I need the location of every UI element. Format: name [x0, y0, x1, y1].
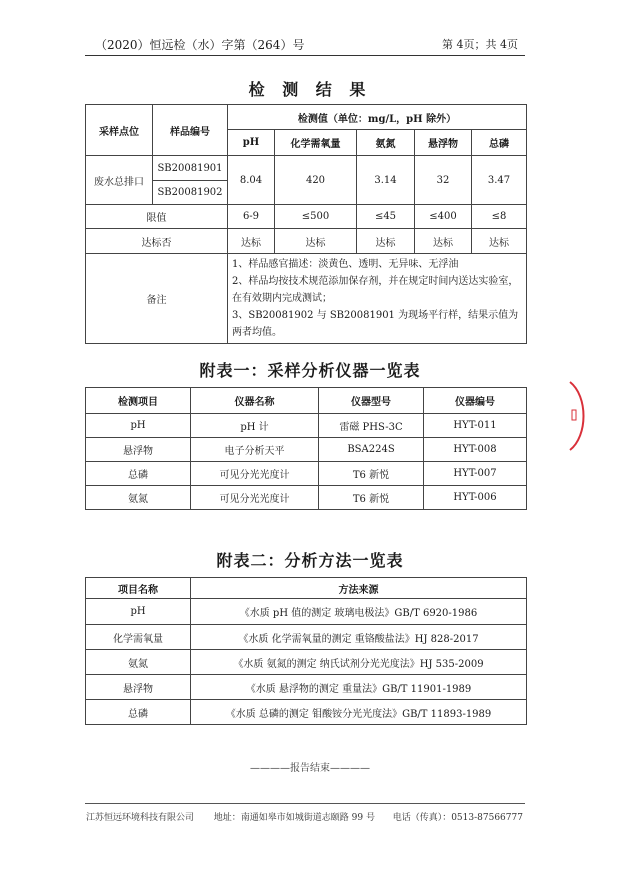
cell: 电子分析天平 [191, 438, 319, 462]
cell: 《水质 悬浮物的测定 重量法》GB/T 11901-1989 [191, 675, 527, 700]
table-row [86, 462, 527, 486]
methods-table [85, 577, 527, 725]
cell: HYT-006 [424, 486, 527, 510]
table-row [86, 599, 527, 625]
cell: pH [86, 599, 191, 625]
note-line: 3、SB20081902 与 SB20081901 为现场平行样，结果示值为两者均值。 [232, 310, 519, 338]
page-info: 第 4页；共 4页 [442, 38, 518, 51]
limit-cell: ≤45 [357, 205, 415, 229]
value-cell: 420 [275, 156, 357, 205]
param-header: 总磷 [472, 130, 527, 156]
cell: 《水质 化学需氧量的测定 重铬酸盐法》HJ 828-2017 [191, 625, 527, 650]
cell: 《水质 pH 值的测定 玻璃电极法》GB/T 6920-1986 [191, 599, 527, 625]
cell: 《水质 总磷的测定 钼酸铵分光光度法》GB/T 11893-1989 [191, 700, 527, 725]
table-row [86, 650, 527, 675]
note-line: 2、样品均按技术规范添加保存剂，并在规定时间内送达实验室，在有效期内完成测试； [232, 276, 519, 304]
results-title: 检 测 结 果 [248, 80, 372, 99]
table-row [86, 414, 527, 438]
cell: 悬浮物 [86, 675, 191, 700]
cell: HYT-011 [424, 414, 527, 438]
compliance-cell: 达标 [357, 229, 415, 254]
methods-header: 项目名称 [86, 578, 191, 599]
cell: 《水质 氨氮的测定 纳氏试剂分光光度法》HJ 535-2009 [191, 650, 527, 675]
note-line: 1、样品感官描述：淡黄色、透明、无异味、无浮油 [232, 259, 459, 270]
value-cell: 32 [415, 156, 472, 205]
table-row [86, 438, 527, 462]
limit-cell: 6-9 [228, 205, 275, 229]
limit-cell: ≤8 [472, 205, 527, 229]
footer [86, 810, 523, 823]
compliance-cell: 达标 [415, 229, 472, 254]
col-value-group: 检测值（单位：mg/L，pH 除外） [228, 105, 527, 130]
cell: T6 新悦 [319, 462, 424, 486]
cell: T6 新悦 [319, 486, 424, 510]
cell: 化学需氧量 [86, 625, 191, 650]
compliance-cell: 达标 [275, 229, 357, 254]
compliance-cell: 达标 [228, 229, 275, 254]
cell: HYT-008 [424, 438, 527, 462]
footer-divider [85, 803, 525, 804]
results-table [85, 104, 527, 344]
report-number: （2020）恒远检（水）字第（264）号 [95, 38, 305, 52]
limit-label: 限值 [86, 205, 228, 229]
cell: 氨氮 [86, 486, 191, 510]
cell: 总磷 [86, 462, 191, 486]
instruments-table [85, 387, 527, 510]
stamp-mark [572, 410, 576, 420]
footer-phone: 电话（传真）：0513-87566777 [392, 813, 523, 823]
value-cell: 8.04 [228, 156, 275, 205]
param-header: 悬浮物 [415, 130, 472, 156]
cell: BSA224S [319, 438, 424, 462]
sample-id: SB20081901 [153, 156, 228, 181]
cell: 悬浮物 [86, 438, 191, 462]
param-header: pH [228, 130, 275, 156]
limit-cell: ≤500 [275, 205, 357, 229]
table-row [86, 625, 527, 650]
footer-company: 江苏恒远环境科技有限公司 [86, 813, 195, 823]
report-end: ————报告结束———— [250, 763, 370, 774]
table-row [86, 675, 527, 700]
value-cell: 3.47 [472, 156, 527, 205]
cell: pH 计 [191, 414, 319, 438]
table-row [86, 700, 527, 725]
methods-title: 附表二：分析方法一览表 [216, 551, 404, 570]
cell: 雷磁 PHS-3C [319, 414, 424, 438]
limit-cell: ≤400 [415, 205, 472, 229]
instruments-header: 仪器名称 [191, 388, 319, 414]
param-header: 化学需氧量 [275, 130, 357, 156]
col-sampling-point: 采样点位 [86, 105, 153, 156]
table-row [86, 486, 527, 510]
cell: 氨氮 [86, 650, 191, 675]
footer-address: 地址：南通如皋市如城街道志颐路 99 号 [213, 813, 375, 823]
compliance-label: 达标否 [86, 229, 228, 254]
cell: 可见分光光度计 [191, 486, 319, 510]
stamp-fragment [566, 380, 590, 452]
notes-label: 备注 [86, 254, 228, 344]
instruments-title: 附表一：采样分析仪器一览表 [199, 361, 421, 380]
instruments-header: 仪器型号 [319, 388, 424, 414]
value-cell: 3.14 [357, 156, 415, 205]
param-header: 氨氮 [357, 130, 415, 156]
cell: 可见分光光度计 [191, 462, 319, 486]
sample-id: SB20081902 [153, 181, 228, 205]
notes-content [228, 254, 527, 344]
header-divider [85, 55, 525, 56]
cell: pH [86, 414, 191, 438]
instruments-header: 仪器编号 [424, 388, 527, 414]
instruments-header: 检测项目 [86, 388, 191, 414]
col-sample-id: 样品编号 [153, 105, 228, 156]
cell: 总磷 [86, 700, 191, 725]
sampling-location: 废水总排口 [86, 156, 153, 205]
methods-header: 方法来源 [191, 578, 527, 599]
compliance-cell: 达标 [472, 229, 527, 254]
cell: HYT-007 [424, 462, 527, 486]
